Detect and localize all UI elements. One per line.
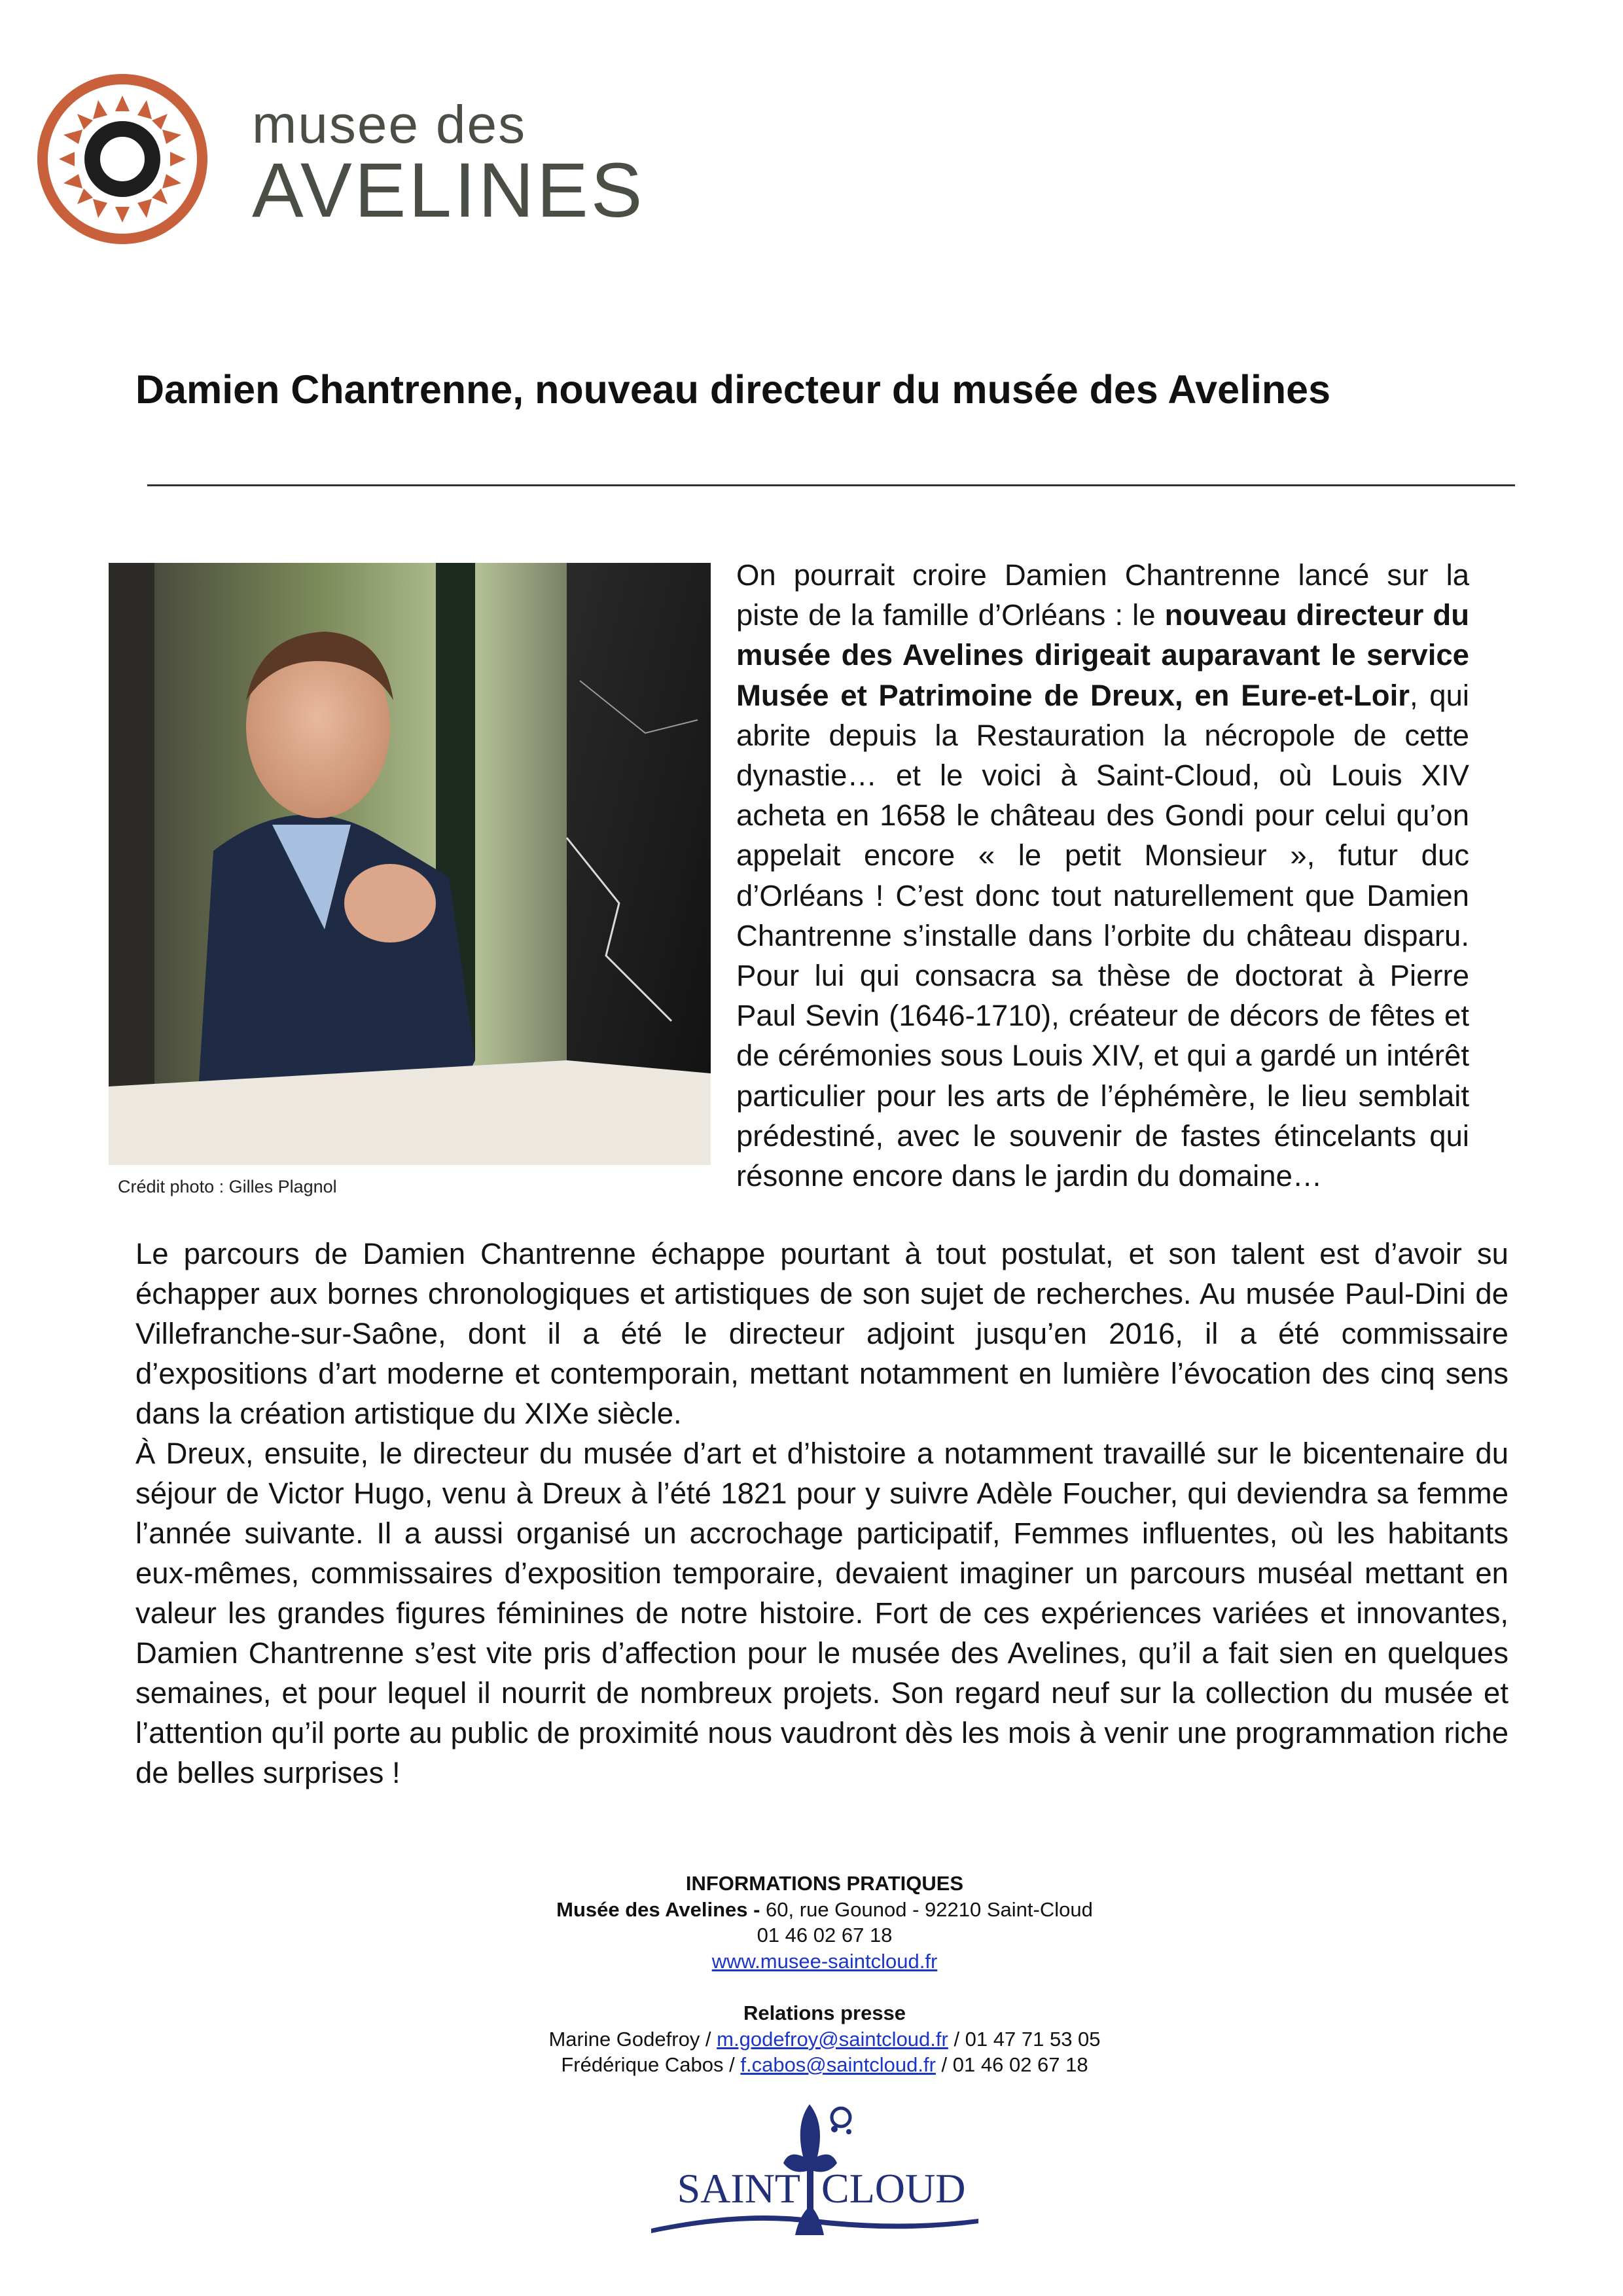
intro-text-start: On pourrait croire Damien Chantrenne lancé sur la piste de la famille d’Orléans : le [736,558,1469,632]
body-paragraph-1: Le parcours de Damien Chantrenne échappe pourtant à tout postulat, et son talent est d’avoir su échapper aux bornes chronologiques et artistiques de son sujet de recherches. Au musée Paul-Dini de Villefranche-sur-Saône, dont il a été le directeur adjoint jusqu’en 2016, il a été commissaire d’expositions d’art moderne et contemporain, mettant notamment en lumière l’évocation des cinq sens dans la création artistique du XIXe siècle. [135,1237,1508,1430]
contact1-phone: / 01 47 71 53 05 [948,2027,1101,2051]
contact1-name: Marine Godefroy / [548,2027,717,2051]
contact2-email-link[interactable]: f.cabos@saintcloud.fr [740,2053,936,2076]
info-address: 60, rue Gounod - 92210 Saint-Cloud [766,1897,1093,1921]
info-phone: 01 46 02 67 18 [757,1924,893,1946]
intro-paragraph [736,555,1469,1196]
logo-text-line1: musee des [252,95,527,154]
website-link[interactable]: www.musee-saintcloud.fr [711,1949,938,1973]
contact2-phone: / 01 46 02 67 18 [935,2053,1088,2076]
info-heading: INFORMATIONS PRATIQUES [685,1872,964,1895]
title-divider [147,484,1515,486]
logo-text-line2: AVELINES [252,147,645,234]
intro-text-end: , qui abrite depuis la Restauration la nécropole de cette dynastie… et le voici à Saint-Cloud, où Louis XIV acheta en 1658 le château des Gondi pour celui qu’on appelait encore « le petit Monsieur », futur duc d’Orléans ! C’est donc tout naturellement que Damien Chantrenne s’installe dans l’orbite du château disparu. Pour lui qui consacra sa thèse de doctorat à Pierre Paul Sevin (1646-1710), créateur de décors de fêtes et de cérémonies sous Louis XIV, et qui a gardé un intérêt particulier pour les arts de l’éphémère, le lieu semblait prédestiné, avec le souvenir de fastes étincelants qui résonne encore dans le jardin du domaine… [736,678,1469,1193]
press-contact-1 [419,2026,1230,2053]
page-title: Damien Chantrenne, nouveau directeur du musée des Avelines [135,367,1331,412]
press-contact-2 [419,2052,1230,2078]
body-paragraph-2: À Dreux, ensuite, le directeur du musée d’art et d’histoire a notamment travaillé sur le bicentenaire du séjour de Victor Hugo, venu à Dreux à l’été 1821 pour y suivre Adèle Foucher, qui deviendra sa femme l’année suivante. Il a aussi organisé un accrochage participatif, Femmes influentes, où les habitants eux-mêmes, commissaires d’exposition temporaire, devaient imaginer un parcours muséal mettant en valeur les grandes figures féminines de notre histoire. Fort de ces expériences variées et innovantes, Damien Chantrenne s’est vite pris d’affection pour le musée des Avelines, qu’il a fait sien en quelques semaines, et pour lequel il nourrit de nombreux projets. Son regard neuf sur la collection du musée et l’attention qu’il porte au public de proximité nous vaudront dès les mois à venir une programmation riche de belles surprises ! [135,1437,1508,1789]
info-address-line [419,1897,1230,1923]
body-text [135,1234,1508,1793]
museum-logo-icon [34,71,211,247]
saint-cloud-text-right: CLOUD [821,2165,966,2212]
press-heading: Relations presse [743,2001,906,2024]
practical-info [419,1871,1230,2078]
intro-bold-text: nouveau directeur du musée des Avelines dirigeait auparavant le service Musée et Patrimoine de Dreux, en Eure-et-Loir [736,598,1469,712]
contact2-name: Frédérique Cabos / [561,2053,741,2076]
info-museum-name: Musée des Avelines - [556,1897,766,1921]
contact1-email-link[interactable]: m.godefroy@saintcloud.fr [717,2027,948,2051]
saint-cloud-logo [638,2098,991,2238]
portrait-photo [109,563,711,1165]
saint-cloud-text-left: SAINT [677,2165,800,2212]
photo-credit: Crédit photo : Gilles Plagnol [118,1177,337,1196]
